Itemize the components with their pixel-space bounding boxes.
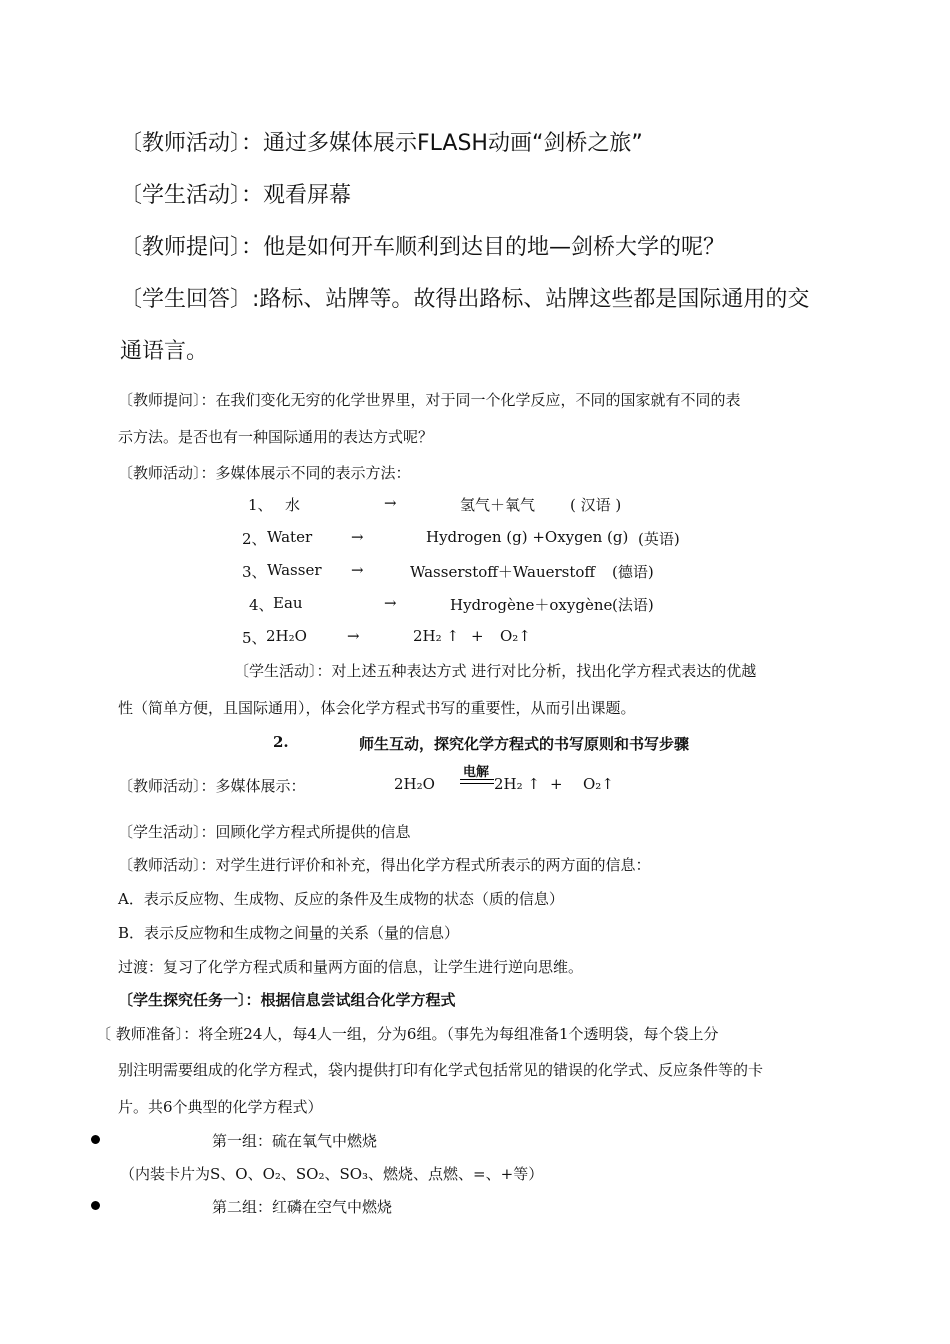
equation-reactant: 2H₂O xyxy=(394,775,435,793)
list-item-lhs: Wasser xyxy=(267,561,322,579)
formula-product-hydrogen: 2H₂ ↑ xyxy=(413,627,459,645)
equation-plus: + xyxy=(550,775,563,793)
teacher-prep-line2: 别注明需要组成的化学方程式，袋内提供打印有化学式包括常见的错误的化学式、反应条件等的卡 xyxy=(118,1061,764,1079)
student-answer-signs: 〔学生回答〕:路标、站牌等。故得出路标、站牌这些都是国际通用的交 xyxy=(120,287,810,312)
list-item-arrow: → xyxy=(351,561,364,579)
list-item-lang: (英语) xyxy=(638,530,680,548)
list-item-num: 1、 xyxy=(248,496,273,514)
transition-text: 过渡：复习了化学方程式质和量两方面的信息，让学生进行逆向思维。 xyxy=(118,958,584,976)
list-item-lhs: 水 xyxy=(285,496,301,514)
list-item-lang: (法语) xyxy=(612,596,654,614)
equation-double-line-bottom xyxy=(460,783,494,784)
list-item-arrow: → xyxy=(351,528,364,546)
teacher-question-line2: 示方法。是否也有一种国际通用的表达方式呢？ xyxy=(118,428,434,446)
teacher-prep-line1: 〔 教师准备〕：将全班24人，每4人一组，分为6组。（事先为每组准备1个透明袋，每个袋上分 xyxy=(96,1025,719,1043)
list-item-lhs: Water xyxy=(267,528,313,546)
bullet-icon xyxy=(91,1135,100,1144)
equation-product-oxygen: O₂↑ xyxy=(583,775,614,793)
formula-lhs: 2H₂O xyxy=(266,627,307,645)
teacher-question-line1: 〔教师提问〕：在我们变化无穷的化学世界里，对于同一个化学反应，不同的国家就有不同的表 xyxy=(118,391,741,409)
teacher-activity-methods: 〔教师活动〕：多媒体展示不同的表示方法： xyxy=(118,464,411,482)
list-item-rhs: 氢气＋氧气 xyxy=(460,496,536,514)
list-item-arrow: → xyxy=(384,594,397,612)
list-item-lang: ( 汉语 ) xyxy=(570,496,622,514)
bullet-icon xyxy=(91,1201,100,1210)
section-number: 2. xyxy=(273,733,289,751)
teacher-activity-display-label: 〔教师活动〕：多媒体展示： xyxy=(118,777,306,795)
student-answer-continued: 通语言。 xyxy=(120,339,209,364)
equation-double-line-top xyxy=(460,779,494,780)
list-item-rhs: Hydrogen (g) +Oxygen (g) xyxy=(426,528,629,546)
formula-arrow: → xyxy=(347,627,360,645)
list-item-num: 2、 xyxy=(242,530,267,548)
list-item-arrow: → xyxy=(384,494,397,512)
list-item-num: 3、 xyxy=(242,563,267,581)
list-item-num: 4、 xyxy=(249,596,274,614)
teacher-activity-evaluate: 〔教师活动〕：对学生进行评价和补充，得出化学方程式所表示的两方面的信息： xyxy=(118,856,651,874)
teacher-question-cambridge: 〔教师提问〕：他是如何开车顺利到达目的地—剑桥大学的呢？ xyxy=(120,235,726,260)
list-item-lang: (德语) xyxy=(612,563,654,581)
group-two-title: 第二组：红磷在空气中燃烧 xyxy=(212,1198,393,1216)
list-item-rhs: Hydrogène＋oxygène xyxy=(450,596,613,614)
teacher-activity-flash: 〔教师活动〕：通过多媒体展示FLASH动画“剑桥之旅” xyxy=(120,131,643,156)
list-item-lhs: Eau xyxy=(273,594,303,612)
student-activity-watch: 〔学生活动〕：观看屏幕 xyxy=(120,183,352,208)
info-point-a: A．表示反应物、生成物、反应的条件及生成物的状态（质的信息） xyxy=(118,890,564,908)
formula-num: 5、 xyxy=(242,629,267,647)
student-activity-compare-line1: 〔学生活动〕：对上述五种表达方式 进行对比分析，找出化学方程式表达的优越 xyxy=(234,662,757,680)
equation-product-hydrogen: 2H₂ ↑ xyxy=(494,775,540,793)
teacher-prep-line3: 片。共6个典型的化学方程式） xyxy=(118,1098,323,1116)
list-item-rhs: Wasserstoff＋Wauerstoff xyxy=(410,563,596,581)
student-activity-compare-line2: 性（简单方便，且国际通用），体会化学方程式书写的重要性，从而引出课题。 xyxy=(118,699,636,717)
equation-condition: 电解 xyxy=(463,765,490,780)
formula-product-oxygen: O₂↑ xyxy=(500,627,531,645)
group-one-cards: （内装卡片为S、O、O₂、SO₂、SO₃、燃烧、点燃、=、+等） xyxy=(120,1165,544,1183)
student-task-one: 〔学生探究任务一〕：根据信息尝试组合化学方程式 xyxy=(118,991,456,1009)
student-activity-review: 〔学生活动〕：回顾化学方程式所提供的信息 xyxy=(118,823,411,841)
formula-plus: + xyxy=(471,627,484,645)
group-one-title: 第一组：硫在氧气中燃烧 xyxy=(212,1132,378,1150)
section-heading: 师生互动，探究化学方程式的书写原则和书写步骤 xyxy=(359,735,690,753)
info-point-b: B．表示反应物和生成物之间量的关系（量的信息） xyxy=(118,924,460,942)
